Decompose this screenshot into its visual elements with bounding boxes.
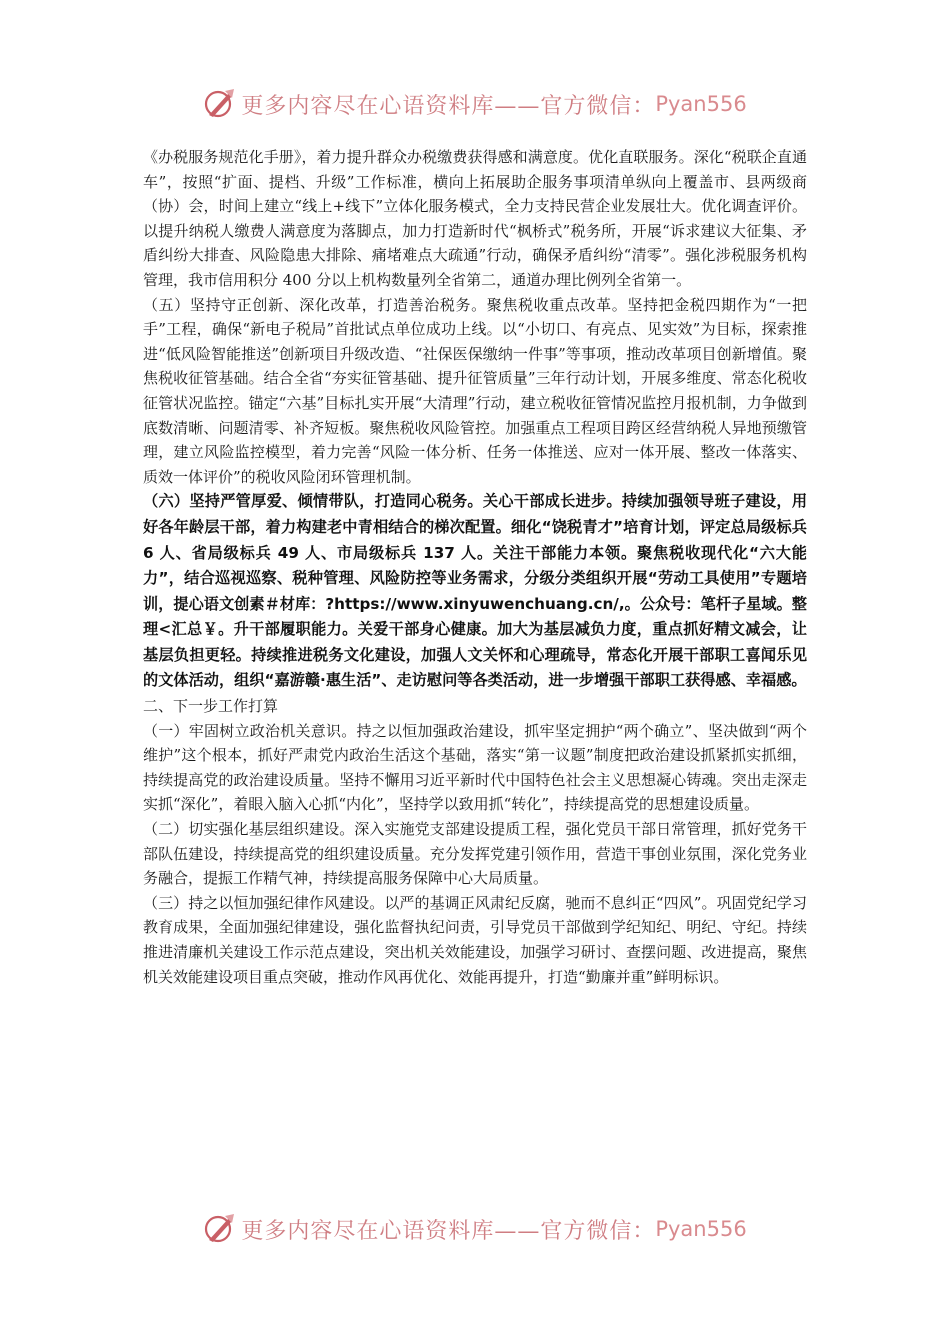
footer-watermark: [0, 1209, 950, 1249]
document-body: [143, 145, 807, 989]
quill-logo-icon: [203, 1212, 237, 1246]
paragraph-reform: （五）坚持守正创新、深化改革，打造善治税务。聚焦税收重点改革。坚持把金税四期作为“一把手”工程，确保“新电子税局”首批试点单位成功上线。以“小切口、有亮点、见实效”为目标，探索推进“低风险智能推送”创新项目升级改造、“社保医保缴纳一件事”等事项，推动改革项目创新增值。聚焦税收征管基础。结合全省“夯实征管基础、提升征管质量”三年行动计划，开展多维度、常态化税收征管状况监控。锚定“六基”目标扎实开展“大清理”行动，建立税收征管情况监控月报机制，力争做到底数清晰、问题清零、补齐短板。聚焦税收风险管控。加强重点工程项目跨区经营纳税人异地预缴管理，建立风险监控模型，着力完善“风险一体分析、任务一体推送、应对一体开展、整改一体落实、质效一体评价”的税收风险闭环管理机制。: [143, 295, 807, 486]
watermark-handle: Pyan556: [655, 92, 747, 116]
watermark-text: 更多内容尽在心语资料库——官方微信：: [241, 1218, 656, 1244]
paragraph-political: （一）牢固树立政治机关意识。持之以恒加强政治建设，抓牢坚定拥护“两个确立”、坚决做到“两个维护”这个根本，抓好严肃党内政治生活这个基础，落实“第一议题”制度把政治建设抓紧抓实抓细，持续提高党的政治建设质量。坚持不懈用习近平新时代中国特色社会主义思想凝心铸魂。突出走深走实抓“深化”，着眼入脑入心抓“内化”，坚持学以致用抓“转化”，持续提高党的思想建设质量。: [143, 721, 807, 814]
paragraph-service: 《办税服务规范化手册》，着力提升群众办税缴费获得感和满意度。优化直联服务。深化“税联企直通车”，按照“扩面、提档、升级”工作标准，横向上拓展助企服务事项清单纵向上覆盖市、县两级商（协）会，时间上建立“线上+线下”立体化服务模式，全力支持民营企业发展壮大。优化调查评价。以提升纳税人缴费人满意度为落脚点，加力打造新时代“枫桥式”税务所，开展“诉求建议大征集、矛盾纠纷大排查、风险隐患大排除、痛堵难点大疏通”行动，确保矛盾纠纷“清零”。强化涉税服务机构管理，我市信用积分 400 分以上机构数量列全省第二，通道办理比例列全省第一。: [143, 148, 807, 289]
paragraph-discipline: （三）持之以恒加强纪律作风建设。以严的基调正风肃纪反腐，驰而不息纠正“四风”。巩固党纪学习教育成果，全面加强纪律建设，强化监督执纪问责，引导党员干部做到学纪知纪、明纪、守纪。持续推进清廉机关建设工作示范点建设，突出机关效能建设，加强学习研讨、查摆问题、改进提高，聚焦机关效能建设项目重点突破，推动作风再优化、效能再提升，打造“勤廉并重”鲜明标识。: [143, 893, 807, 986]
header-watermark: [0, 84, 950, 124]
paragraph-organization: （二）切实强化基层组织建设。深入实施党支部建设提质工程，强化党员干部日常管理，抓好党务干部队伍建设，持续提高党的组织建设质量。充分发挥党建引领作用，营造干事创业氛围，深化党务业务融合，提振工作精气神，持续提高服务保障中心大局质量。: [143, 820, 807, 888]
section-heading-next-steps: 二、下一步工作打算: [143, 697, 279, 716]
watermark-handle: Pyan556: [655, 1217, 747, 1241]
paragraph-team: （六）坚持严管厚爱、倾情带队，打造同心税务。关心干部成长进步。持续加强领导班子建设，用好各年龄层干部，着力构建老中青相结合的梯次配置。细化“饶税青才”培育计划，评定总局级标兵 6 人、省局级标兵 49 人、市局级标兵 137 人。关注干部能力本领。聚焦税收现代化“六大能力”，结合巡视巡察、税种管理、风险防控等业务需求，分级分类组织开展“劳动工具使用”专题培训，提心语文创素＃材库：?https://www.xinyuwenchuang.cn/,。公众号：笔杆子星域。整理<汇总￥。升干部履职能力。关爱干部身心健康。加大为基层减负力度，重点抓好精文减会，让基层负担更轻。持续推进税务文化建设，加强人文关怀和心理疏导，常态化开展干部职工喜闻乐见的文体活动，组织“嘉游赣·惠生活”、走访慰问等各类活动，进一步增强干部职工获得感、幸福感。: [143, 492, 807, 690]
quill-logo-icon: [203, 87, 237, 121]
watermark-text: 更多内容尽在心语资料库——官方微信：: [241, 93, 656, 119]
